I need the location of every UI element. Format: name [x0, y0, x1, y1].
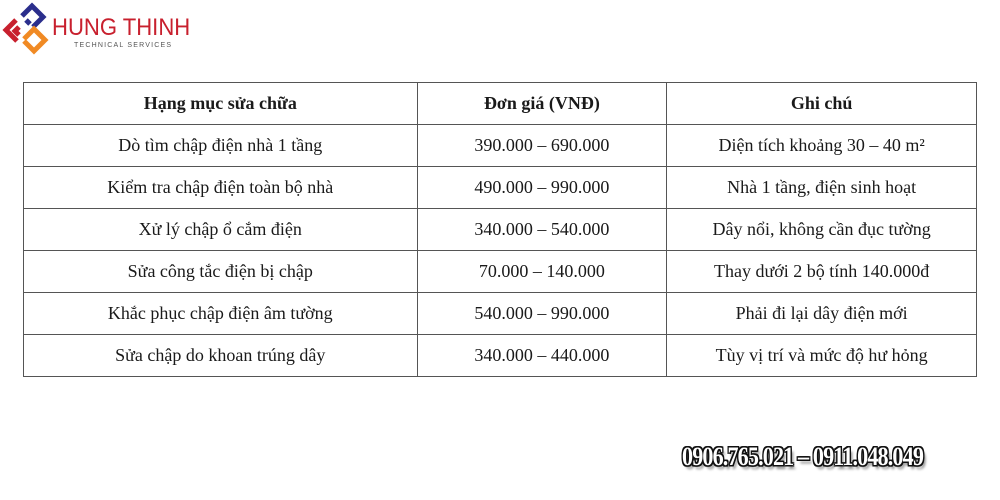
cell-note: Dây nổi, không cần đục tường: [667, 209, 977, 251]
cell-item: Khắc phục chập điện âm tường: [24, 293, 418, 335]
cell-price: 70.000 – 140.000: [417, 251, 667, 293]
header-unit-price: Đơn giá (VNĐ): [417, 83, 667, 125]
table-row: [24, 125, 977, 167]
cell-price: 340.000 – 440.000: [417, 335, 667, 377]
cell-price: 490.000 – 990.000: [417, 167, 667, 209]
header-repair-item: Hạng mục sửa chữa: [24, 83, 418, 125]
cell-note: Nhà 1 tầng, điện sinh hoạt: [667, 167, 977, 209]
contact-phone-numbers: 0906.765.021 – 0911.048.049: [682, 442, 924, 471]
cell-item: Dò tìm chập điện nhà 1 tầng: [24, 125, 418, 167]
price-table: [23, 82, 977, 377]
cell-item: Xử lý chập ổ cắm điện: [24, 209, 418, 251]
cell-note: Diện tích khoảng 30 – 40 m²: [667, 125, 977, 167]
table-row: [24, 209, 977, 251]
header-note: Ghi chú: [667, 83, 977, 125]
brand-tagline: TECHNICAL SERVICES: [74, 42, 173, 49]
cell-note: Phải đi lại dây điện mới: [667, 293, 977, 335]
logo-mark-icon: [2, 2, 52, 64]
table-row: [24, 335, 977, 377]
cell-item: Sửa công tắc điện bị chập: [24, 251, 418, 293]
table-row: [24, 251, 977, 293]
table-header-row: [24, 83, 977, 125]
cell-price: 340.000 – 540.000: [417, 209, 667, 251]
cell-note: Thay dưới 2 bộ tính 140.000đ: [667, 251, 977, 293]
brand-name: HUNG THINH: [52, 14, 191, 41]
cell-item: Kiểm tra chập điện toàn bộ nhà: [24, 167, 418, 209]
cell-price: 390.000 – 690.000: [417, 125, 667, 167]
table-row: [24, 167, 977, 209]
cell-note: Tùy vị trí và mức độ hư hỏng: [667, 335, 977, 377]
cell-price: 540.000 – 990.000: [417, 293, 667, 335]
cell-item: Sửa chập do khoan trúng dây: [24, 335, 418, 377]
company-logo: [2, 2, 202, 64]
table-row: [24, 293, 977, 335]
